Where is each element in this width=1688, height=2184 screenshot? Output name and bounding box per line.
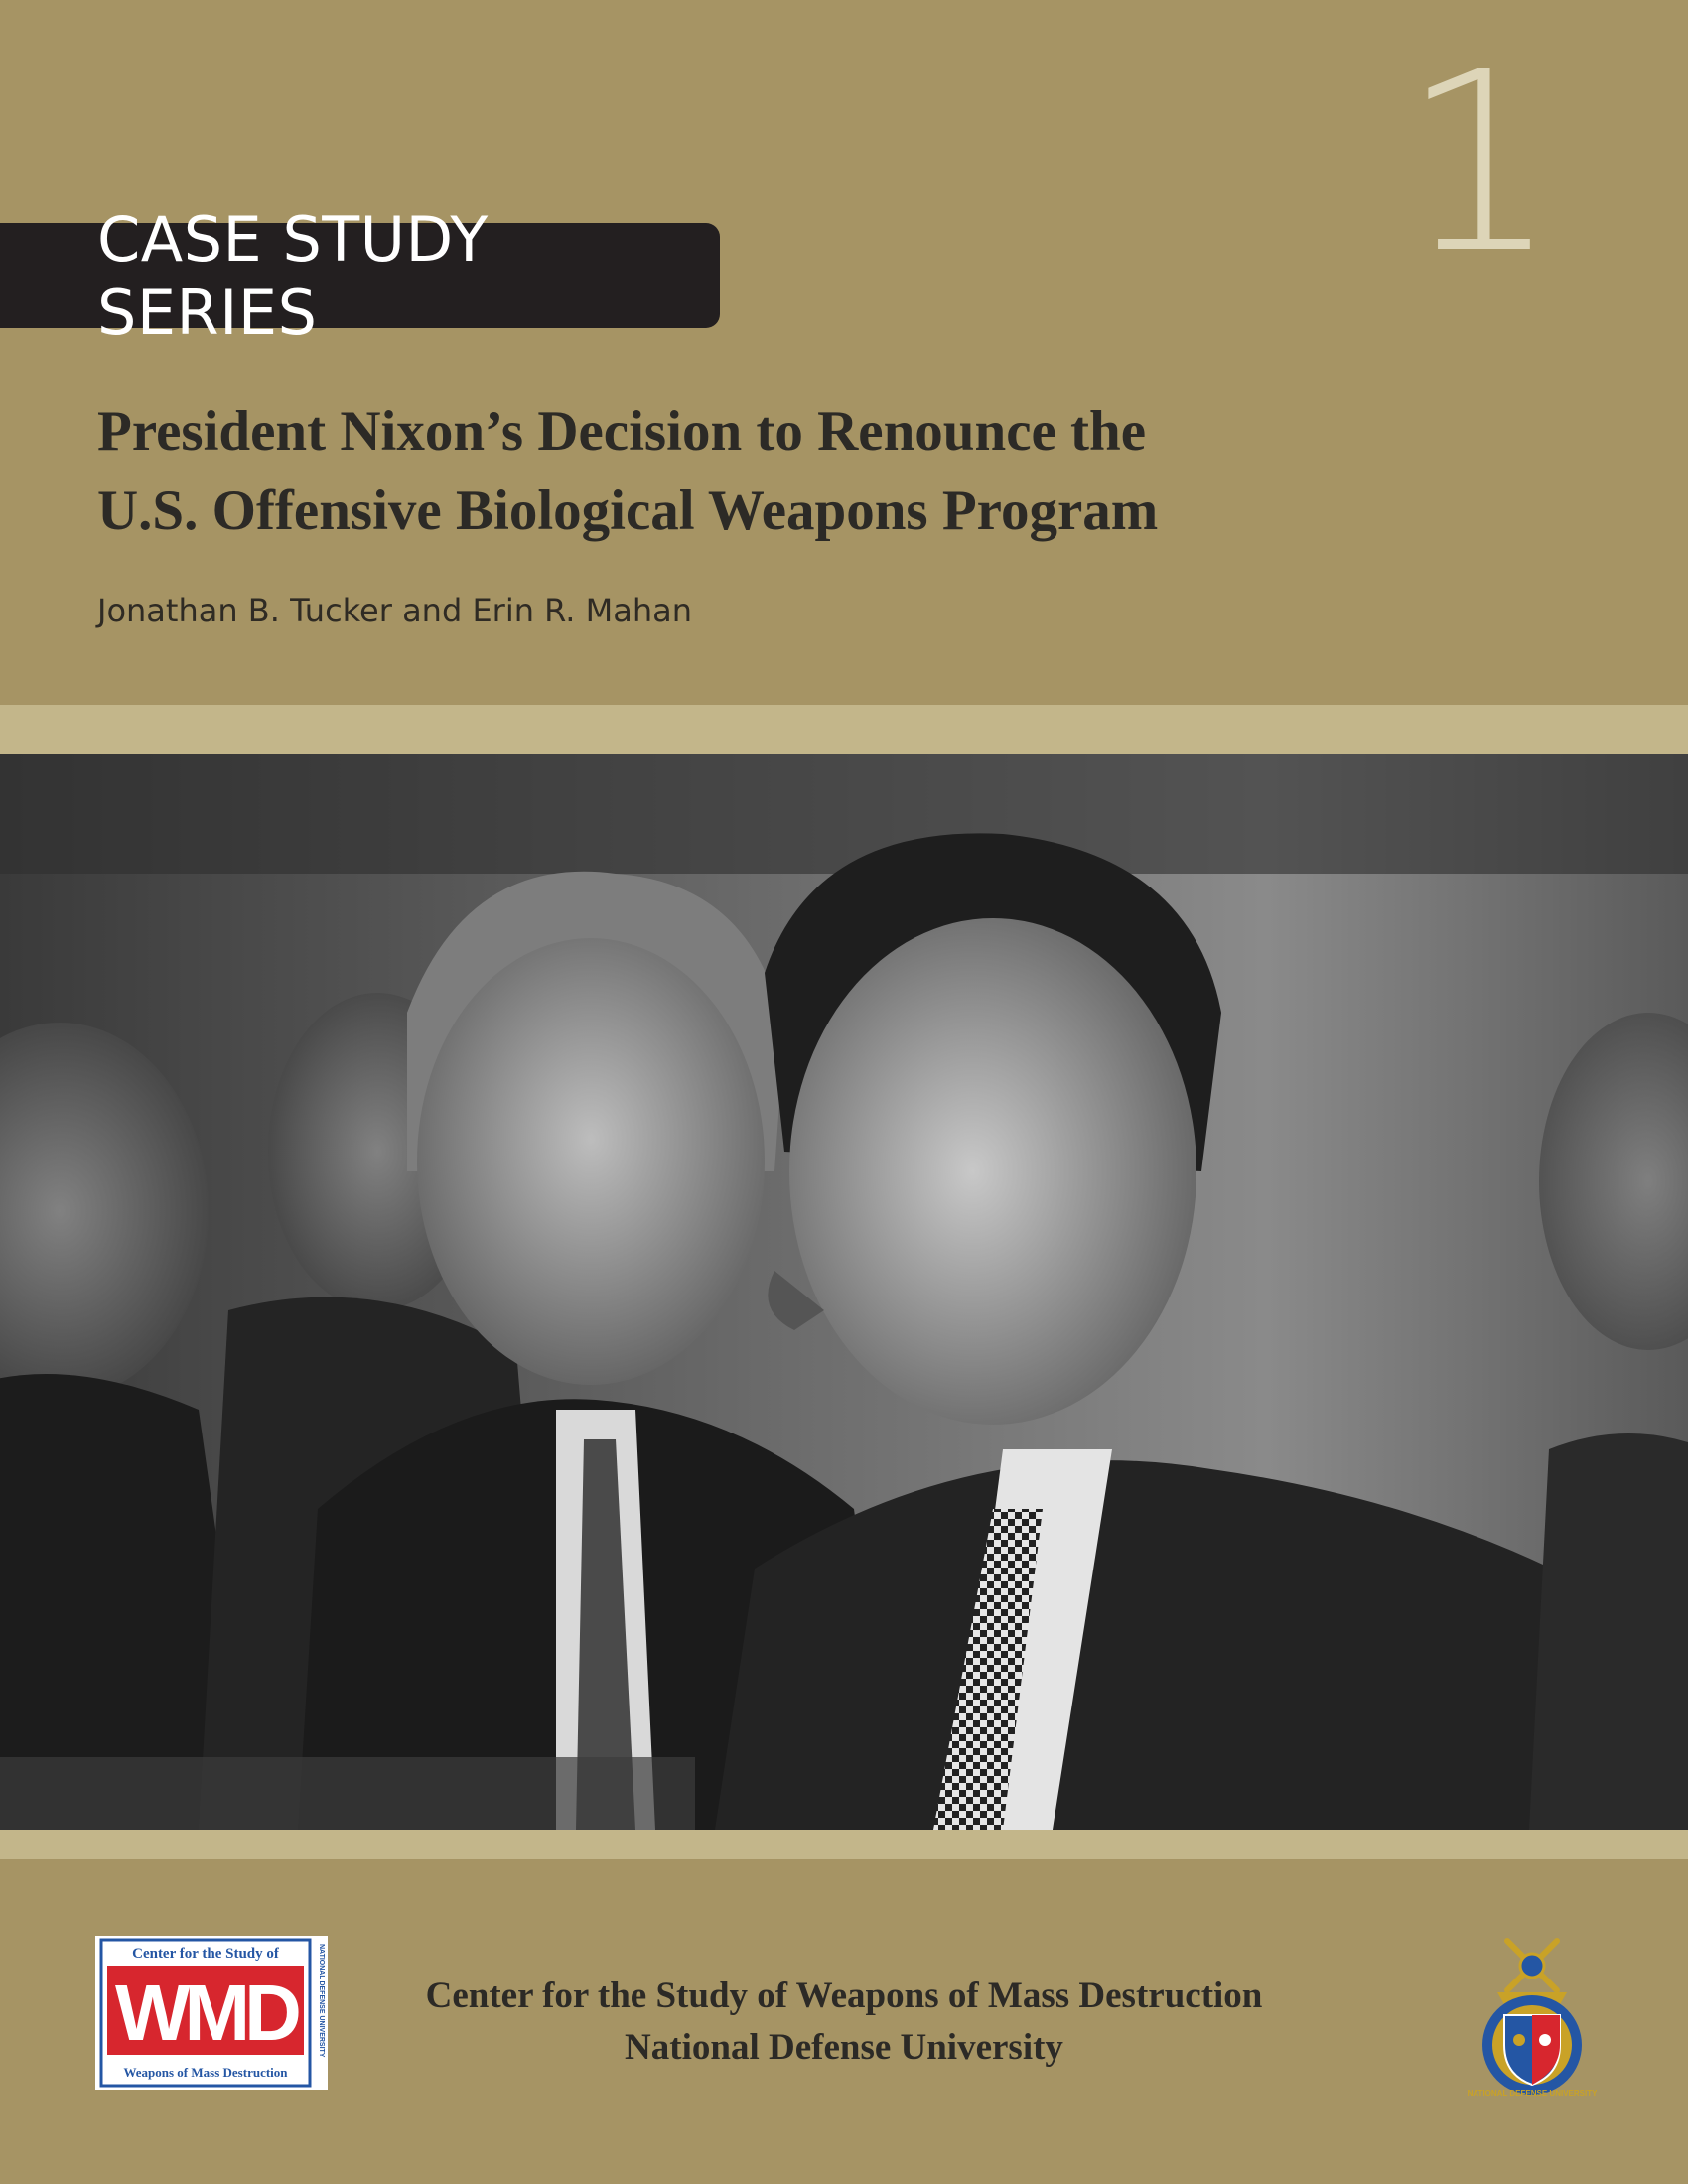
wmd-logo-bottom-text: Weapons of Mass Destruction [123,2065,288,2080]
series-band [0,203,720,348]
cover-photo-illustration [0,754,1688,1830]
authors: Jonathan B. Tucker and Erin R. Mahan [97,592,692,629]
seal-text: NATIONAL DEFENSE UNIVERSITY [1468,2089,1597,2098]
stripe-top [0,705,1688,754]
title-line-1: President Nixon’s Decision to Renounce the [97,400,1147,463]
ndu-seal-icon [1468,1931,1597,2100]
wmd-logo [95,1936,328,2090]
document-title [97,392,1487,551]
title-line-2: U.S. Offensive Biological Weapons Program [97,479,1159,542]
publisher [377,1971,1311,2074]
wmd-logo-top-text: Center for the Study of [132,1946,279,1962]
wmd-logo-main-text: WMD [115,1969,296,2057]
publisher-line-1: Center for the Study of Weapons of Mass Destruction [425,1976,1263,2016]
series-label: CASE STUDY SERIES [97,203,489,348]
stripe-bottom [0,1830,1688,1859]
wmd-logo-side-text: NATIONAL DEFENSE UNIVERSITY [318,1944,325,2058]
series-number: 1 [1400,19,1559,308]
cover-photo [0,754,1688,1830]
publisher-line-2: National Defense University [625,2027,1063,2068]
